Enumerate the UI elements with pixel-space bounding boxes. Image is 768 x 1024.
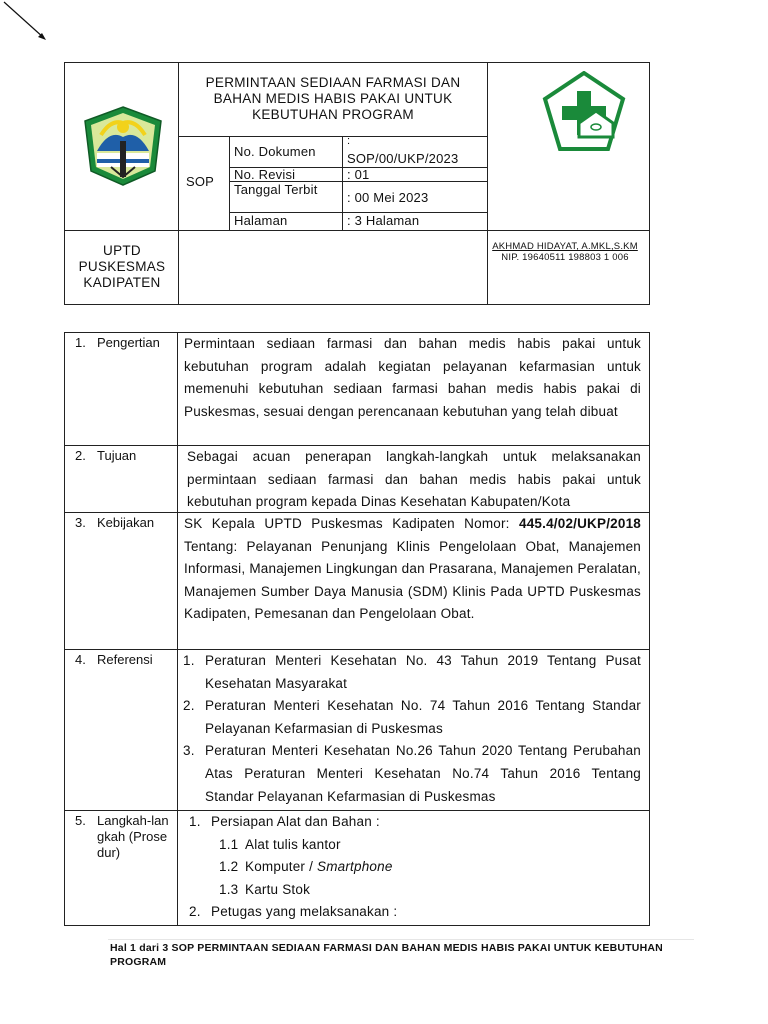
list-item: 3. Peraturan Menteri Kesehatan No.26 Tahun 2020 Tentang Perubahan Atas Peraturan Menteri Kesehatan No.74 Tahun 2016 Tentang Standar Pelayanan Kefarmasian di Puskesmas xyxy=(183,743,641,804)
sop-content-table xyxy=(64,332,650,926)
signer-nip: NIP. 19640511 198803 1 006 xyxy=(501,252,629,263)
field-value-no-dokumen: SOP/00/UKP/2023 xyxy=(347,151,459,166)
sop-label: SOP xyxy=(186,174,215,189)
section-label: Langkah-langkah (Prosedur) xyxy=(97,813,169,860)
section-number: 3. xyxy=(75,515,86,530)
section-number: 5. xyxy=(75,813,86,828)
section-tujuan xyxy=(65,445,649,512)
list-item: 1. Persiapan Alat dan Bahan : xyxy=(189,814,380,829)
pengertian-text: Permintaan sediaan farmasi dan bahan medis habis pakai untuk kebutuhan program adalah kegiatan pelayanan kefarmasian untuk memenuhi kebutuhan sediaan farmasi bahan medis habis pakai di Puskesmas, sesuai dengan perencanaan kebutuhan yang telah dibuat xyxy=(184,336,641,419)
organization-name: UPTD PUSKESMAS KADIPATEN xyxy=(78,243,166,290)
footer-divider xyxy=(108,939,694,940)
list-item: 1.3 Kartu Stok xyxy=(219,881,311,897)
kebijakan-text: SK Kepala UPTD Puskesmas Kadipaten Nomor: 445.4/02/UKP/2018 Tentang: Pelayanan Penunjang Klinis Pengelolaan Obat, Manajemen Informasi, Manajemen Lingkungan dan Prasarana, Manajemen Peralatan, Manajemen Sumber Daya Manusia (SDM) Klinis Pada UPTD Puskesmas Kadipaten, Pemesanan dan Pengelolaan Obat. xyxy=(184,516,641,622)
list-item: 1. Peraturan Menteri Kesehatan No. 43 Tahun 2019 Tentang Pusat Kesehatan Masyarakat xyxy=(183,653,641,691)
field-label-halaman: Halaman xyxy=(234,213,288,228)
field-label-tanggal-terbit: Tanggal Terbit xyxy=(234,182,318,197)
corner-arrow-icon xyxy=(0,0,50,44)
tujuan-text: Sebagai acuan penerapan langkah-langkah untuk melaksanakan permintaan sediaan farmasi dan bahan medis habis pakai untuk kebutuhan program kepada Dinas Kesehatan Kabupaten/Kota xyxy=(187,449,641,510)
list-item: 1.2 Komputer / Smartphone xyxy=(219,859,393,875)
section-label: Tujuan xyxy=(97,448,137,463)
list-item: 2. Petugas yang melaksanakan : xyxy=(189,904,398,920)
page-footer: Hal 1 dari 3 SOP PERMINTAAN SEDIAAN FARMASI DAN BAHAN MEDIS HABIS PAKAI UNTUK KEBUTUHAN PROGRAM xyxy=(110,942,663,968)
field-value-tanggal-terbit: : 00 Mei 2023 xyxy=(347,190,429,205)
section-number: 2. xyxy=(75,448,86,463)
signer-name: AKHMAD HIDAYAT, A.MKL,S.KM xyxy=(492,241,638,252)
field-colon: : xyxy=(347,135,351,147)
section-kebijakan xyxy=(65,512,649,649)
section-number: 1. xyxy=(75,335,86,350)
list-item: 2. Peraturan Menteri Kesehatan No. 74 Tahun 2016 Tentang Standar Pelayanan Kefarmasian di Puskesmas xyxy=(183,698,641,736)
section-label: Kebijakan xyxy=(97,515,155,530)
puskesmas-logo-icon xyxy=(541,71,627,153)
signer-block xyxy=(475,241,655,263)
regency-emblem-icon xyxy=(81,105,165,187)
section-pengertian xyxy=(65,333,649,445)
section-label: Pengertian xyxy=(97,335,160,350)
section-referensi xyxy=(65,649,649,810)
field-label-no-revisi: No. Revisi xyxy=(234,167,296,182)
section-langkah xyxy=(65,810,649,925)
field-value-no-revisi: : 01 xyxy=(347,167,370,182)
section-label: Referensi xyxy=(97,652,153,667)
section-number: 4. xyxy=(75,652,86,667)
document-header-table xyxy=(64,62,650,305)
document-title: PERMINTAAN SEDIAAN FARMASI DAN BAHAN MEDIS HABIS PAKAI UNTUK KEBUTUHAN PROGRAM xyxy=(205,75,461,122)
kebijakan-sk-number: 445.4/02/UKP/2018 xyxy=(519,516,641,531)
field-label-no-dokumen: No. Dokumen xyxy=(234,144,316,159)
field-value-halaman: : 3 Halaman xyxy=(347,213,420,228)
list-item: 1.1 Alat tulis kantor xyxy=(219,836,341,852)
